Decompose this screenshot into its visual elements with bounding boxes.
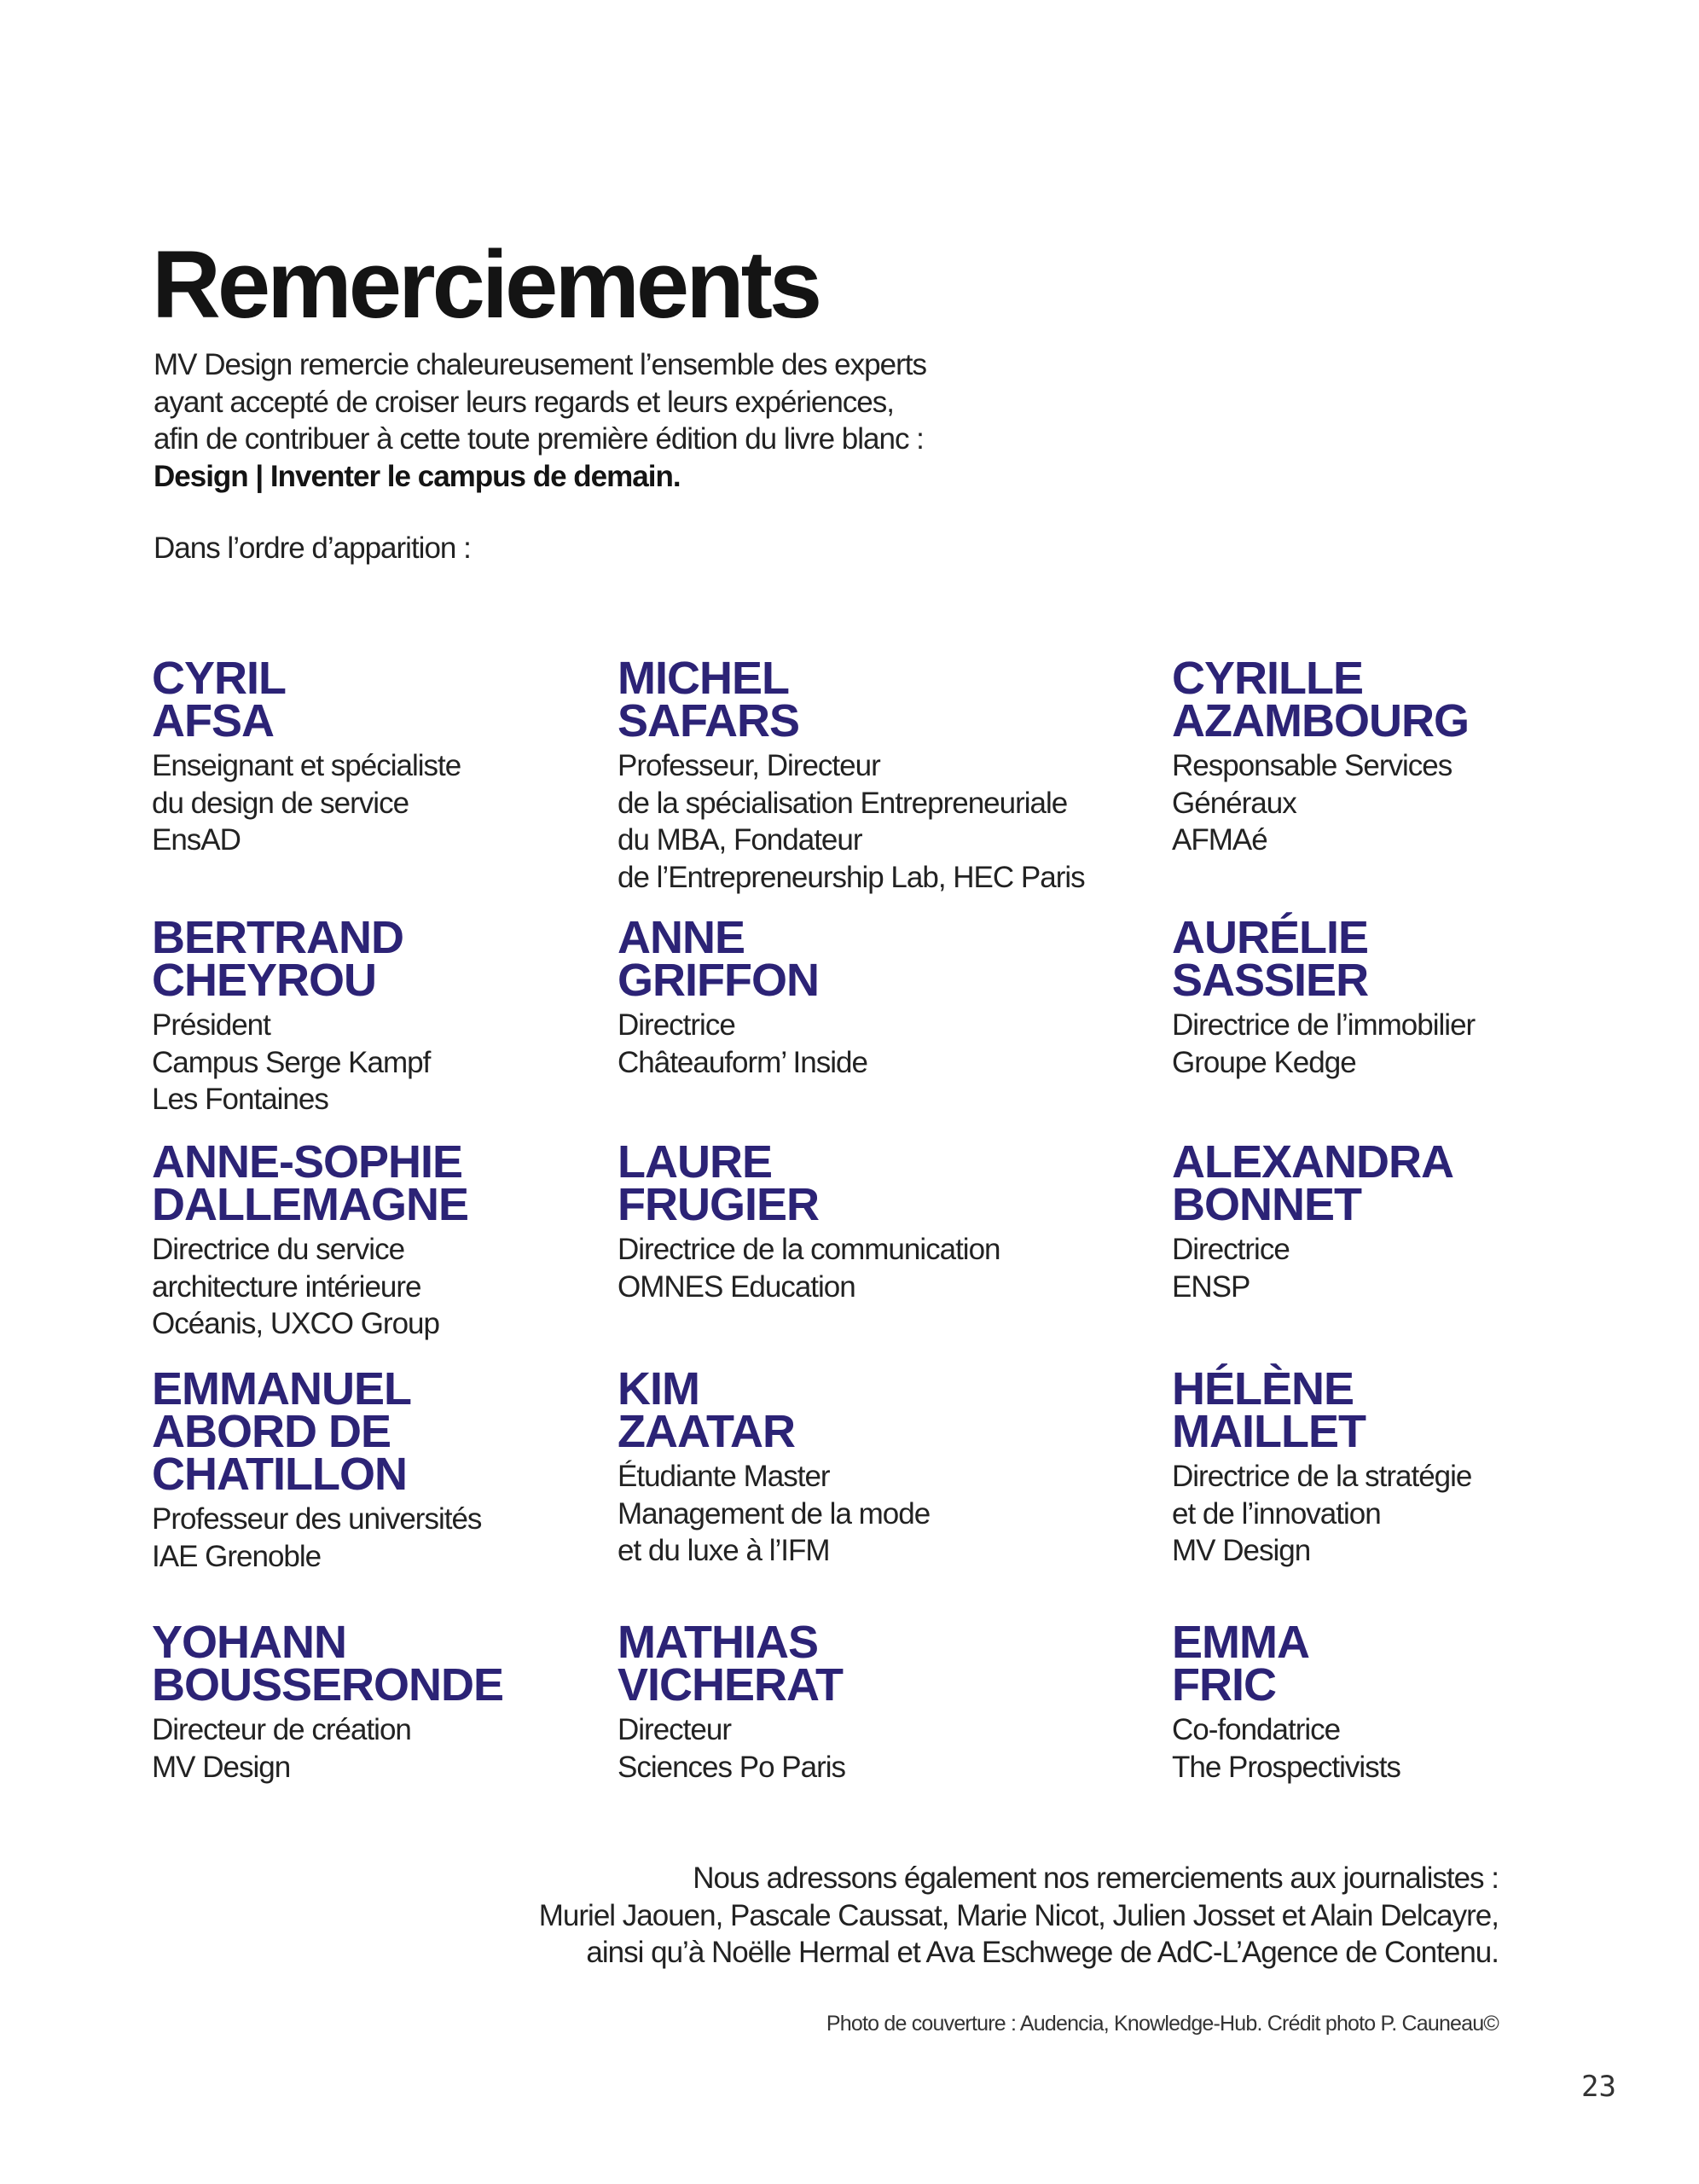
role-line: Directeur bbox=[618, 1713, 731, 1746]
person-role bbox=[1172, 1007, 1475, 1081]
person-bertrand-cheyrou bbox=[152, 912, 431, 1118]
person-yohann-bousseronde bbox=[152, 1617, 504, 1786]
person-name bbox=[152, 912, 430, 1006]
name-line: SASSIER bbox=[1172, 955, 1369, 1006]
role-line: Professeur, Directeur bbox=[618, 749, 880, 782]
name-line: CHEYROU bbox=[152, 955, 377, 1006]
name-line: BONNET bbox=[1172, 1179, 1361, 1230]
person-role bbox=[152, 1501, 481, 1575]
journalists-line: Nous adressons également nos remerciements aux journalistes : bbox=[693, 1862, 1499, 1895]
name-line: MAILLET bbox=[1172, 1406, 1366, 1457]
name-line: ANNE bbox=[618, 912, 745, 963]
role-line: architecture intérieure bbox=[152, 1269, 421, 1304]
role-line: IAE Grenoble bbox=[152, 1539, 322, 1573]
person-name bbox=[1172, 912, 1475, 1006]
name-line: MICHEL bbox=[618, 653, 789, 704]
role-line: et du luxe à l’IFM bbox=[618, 1534, 830, 1567]
page-number: 23 bbox=[1581, 2070, 1616, 2104]
role-line: Directrice du service bbox=[152, 1233, 405, 1266]
role-line: Directeur de création bbox=[152, 1713, 411, 1746]
person-name bbox=[152, 1617, 504, 1711]
intro-paragraph bbox=[154, 346, 1092, 495]
name-line: DALLEMAGNE bbox=[152, 1179, 468, 1230]
role-line: de l’Entrepreneurship Lab, HEC Paris bbox=[618, 860, 1085, 894]
name-line: AFSA bbox=[152, 695, 274, 746]
journalists-line: ainsi qu’à Noëlle Hermal et Ava Eschwege de AdC-L’Agence de Contenu. bbox=[586, 1936, 1499, 1969]
person-name bbox=[618, 912, 867, 1006]
role-line: OMNES Education bbox=[618, 1269, 855, 1304]
person-anne-griffon bbox=[618, 912, 867, 1081]
person-name bbox=[618, 653, 1085, 746]
person-name bbox=[152, 1136, 468, 1230]
person-role bbox=[152, 1007, 430, 1118]
page-title: Remerciements bbox=[152, 231, 820, 338]
name-line: ABORD DE bbox=[152, 1406, 391, 1457]
name-line: EMMA bbox=[1172, 1617, 1309, 1668]
person-role bbox=[152, 1711, 503, 1786]
book-title: Design | Inventer le campus de demain. bbox=[154, 459, 681, 493]
name-line: GRIFFON bbox=[618, 955, 819, 1006]
role-line: Sciences Po Paris bbox=[618, 1750, 846, 1784]
role-line: MV Design bbox=[1172, 1534, 1311, 1567]
person-role bbox=[1172, 1711, 1400, 1786]
role-line: Océanis, UXCO Group bbox=[152, 1307, 439, 1340]
person-role bbox=[618, 1458, 930, 1570]
name-line: ZAATAR bbox=[618, 1406, 795, 1457]
person-name bbox=[1172, 1136, 1454, 1230]
person-name bbox=[618, 1363, 930, 1457]
name-line: FRIC bbox=[1172, 1659, 1276, 1711]
role-line: Responsable Services bbox=[1172, 749, 1453, 782]
name-line: BOUSSERONDE bbox=[152, 1659, 504, 1711]
role-line: MV Design bbox=[152, 1750, 291, 1784]
person-role bbox=[618, 1711, 845, 1786]
person-name bbox=[1172, 1617, 1400, 1711]
person-name bbox=[1172, 1363, 1471, 1457]
role-line: Directrice de la stratégie bbox=[1172, 1460, 1472, 1493]
name-line: YOHANN bbox=[152, 1617, 347, 1668]
role-line: Président bbox=[152, 1008, 270, 1042]
journalists-acknowledgement bbox=[539, 1860, 1499, 1972]
role-line: du MBA, Fondateur bbox=[618, 823, 862, 857]
person-kim-zaatar bbox=[618, 1363, 931, 1570]
journalists-line: Muriel Jaouen, Pascale Caussat, Marie Nicot, Julien Josset et Alain Delcayre, bbox=[538, 1898, 1499, 1932]
person-name bbox=[152, 653, 461, 746]
role-line: Groupe Kedge bbox=[1172, 1045, 1356, 1079]
role-line: de la spécialisation Entrepreneuriale bbox=[618, 786, 1068, 820]
name-line: ANNE-SOPHIE bbox=[152, 1136, 463, 1188]
role-line: Co-fondatrice bbox=[1172, 1713, 1341, 1746]
person-aurelie-sassier bbox=[1172, 912, 1476, 1081]
name-line: LAURE bbox=[618, 1136, 772, 1188]
role-line: The Prospectivists bbox=[1172, 1750, 1400, 1784]
name-line: SAFARS bbox=[618, 695, 800, 746]
person-mathias-vicherat bbox=[618, 1617, 846, 1786]
role-line: Professeur des universités bbox=[152, 1502, 482, 1536]
photo-credit: Photo de couverture : Audencia, Knowledge-Hub. Crédit photo P. Cauneau© bbox=[826, 2012, 1499, 2036]
person-name bbox=[618, 1617, 845, 1711]
role-line: Campus Serge Kampf bbox=[152, 1045, 431, 1079]
person-alexandra-bonnet bbox=[1172, 1136, 1454, 1305]
role-line: ENSP bbox=[1172, 1269, 1250, 1304]
person-anne-sophie-dallemagne bbox=[152, 1136, 468, 1343]
role-line: Généraux bbox=[1172, 786, 1296, 820]
name-line: CHATILLON bbox=[152, 1449, 407, 1500]
role-line: et de l’innovation bbox=[1172, 1496, 1381, 1531]
name-line: CYRILLE bbox=[1172, 653, 1364, 704]
name-line: VICHERAT bbox=[618, 1659, 844, 1711]
name-line: MATHIAS bbox=[618, 1617, 818, 1668]
person-emma-fric bbox=[1172, 1617, 1400, 1786]
role-line: Les Fontaines bbox=[152, 1083, 328, 1116]
name-line: BERTRAND bbox=[152, 912, 403, 963]
role-line: Directrice de la communication bbox=[618, 1233, 1000, 1266]
intro-line: ayant accepté de croiser leurs regards et leurs expériences, bbox=[154, 385, 894, 419]
person-role bbox=[152, 747, 461, 859]
person-role bbox=[1172, 1231, 1453, 1305]
person-role bbox=[1172, 747, 1469, 859]
name-line: ALEXANDRA bbox=[1172, 1136, 1454, 1188]
person-name bbox=[152, 1363, 481, 1500]
person-cyrille-azambourg bbox=[1172, 653, 1469, 859]
role-line: Directrice bbox=[1172, 1233, 1290, 1266]
intro-line: MV Design remercie chaleureusement l’ensemble des experts bbox=[154, 348, 926, 381]
role-line: Étudiante Master bbox=[618, 1460, 830, 1493]
name-line: FRUGIER bbox=[618, 1179, 819, 1230]
name-line: EMMANUEL bbox=[152, 1363, 411, 1414]
person-cyril-afsa bbox=[152, 653, 461, 859]
name-line: AURÉLIE bbox=[1172, 912, 1369, 963]
name-line: HÉLÈNE bbox=[1172, 1363, 1354, 1414]
person-laure-frugier bbox=[618, 1136, 1000, 1305]
role-line: Châteauform’ Inside bbox=[618, 1045, 867, 1079]
person-helene-maillet bbox=[1172, 1363, 1472, 1570]
name-line: AZAMBOURG bbox=[1172, 695, 1469, 746]
person-name bbox=[618, 1136, 1000, 1230]
name-line: CYRIL bbox=[152, 653, 286, 704]
order-label: Dans l’ordre d’apparition : bbox=[154, 531, 471, 565]
person-emmanuel-abord-de-chatillon bbox=[152, 1363, 482, 1575]
person-role bbox=[618, 747, 1085, 896]
person-role bbox=[152, 1231, 468, 1343]
person-role bbox=[618, 1231, 1000, 1305]
role-line: du design de service bbox=[152, 786, 409, 820]
person-role bbox=[1172, 1458, 1471, 1570]
role-line: Directrice bbox=[618, 1008, 735, 1042]
person-role bbox=[618, 1007, 867, 1081]
person-name bbox=[1172, 653, 1469, 746]
role-line: Management de la mode bbox=[618, 1496, 931, 1531]
role-line: Enseignant et spécialiste bbox=[152, 749, 461, 782]
role-line: AFMAé bbox=[1172, 823, 1267, 857]
role-line: EnsAD bbox=[152, 823, 241, 857]
name-line: KIM bbox=[618, 1363, 699, 1414]
role-line: Directrice de l’immobilier bbox=[1172, 1008, 1476, 1042]
intro-line: afin de contribuer à cette toute première édition du livre blanc : bbox=[154, 422, 924, 456]
person-michel-safars bbox=[618, 653, 1085, 896]
